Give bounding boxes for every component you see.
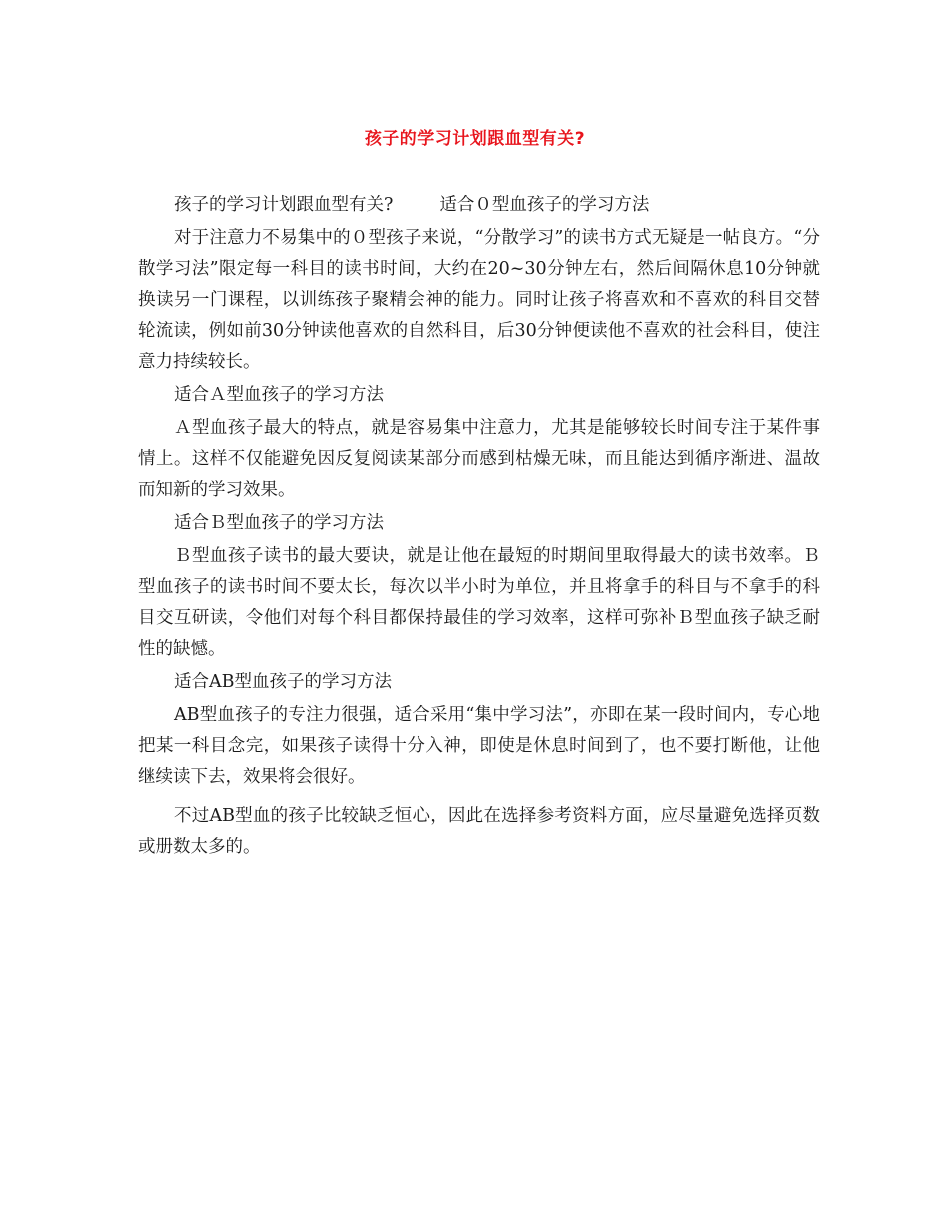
o-type-paragraph: 对于注意力不易集中的０型孩子来说，“分散学习”的读书方式无疑是一帖良方。“分散学习法”限定每一科目的读书时间，大约在20~30分钟左右，然后间隔休息10分钟就换读另一门课程，以训练孩子聚精会神的能力。同时让孩子将喜欢和不喜欢的科目交替轮流读，例如前30分钟读他喜欢的自然科目，后30分钟便读他不喜欢的社会科目，使注意力持续较长。: [138, 228, 820, 372]
a-type-paragraph: Ａ型血孩子最大的特点，就是容易集中注意力，尤其是能够较长时间专注于某件事情上。这样不仅能避免因反复阅读某部分而感到枯燥无味，而且能达到循序渐进、温故而知新的学习效果。: [138, 418, 820, 500]
ab-type-heading: 适合AB型血孩子的学习方法: [174, 672, 392, 692]
b-type-heading: 适合Ｂ型血孩子的学习方法: [174, 513, 384, 533]
a-type-heading: 适合Ａ型血孩子的学习方法: [174, 385, 384, 405]
intro-heading-line: [138, 190, 820, 221]
o-type-heading: 适合０型血孩子的学习方法: [439, 195, 650, 215]
ab-type-note: 不过AB型血的孩子比较缺乏恒心，因此在选择参考资料方面，应尽量避免选择页数或册数太多的。: [138, 806, 820, 857]
ab-type-paragraph: AB型血孩子的专注力很强，适合采用“集中学习法”，亦即在某一段时间内，专心地把某一科目念完，如果孩子读得十分入神，即使是休息时间到了，也不要打断他，让他继续读下去，效果将会很好。: [138, 705, 820, 787]
intro-heading-left: 孩子的学习计划跟血型有关?: [174, 195, 394, 215]
document-body: [138, 190, 820, 865]
b-type-paragraph: Ｂ型血孩子读书的最大要诀，就是让他在最短的时期间里取得最大的读书效率。Ｂ型血孩子的读书时间不要太长，每次以半小时为单位，并且将拿手的科目与不拿手的科目交互研读，令他们对每个科目都保持最佳的学习效率，这样可弥补Ｂ型血孩子缺乏耐性的缺憾。: [138, 546, 820, 659]
document-title: 孩子的学习计划跟血型有关?: [364, 129, 586, 149]
